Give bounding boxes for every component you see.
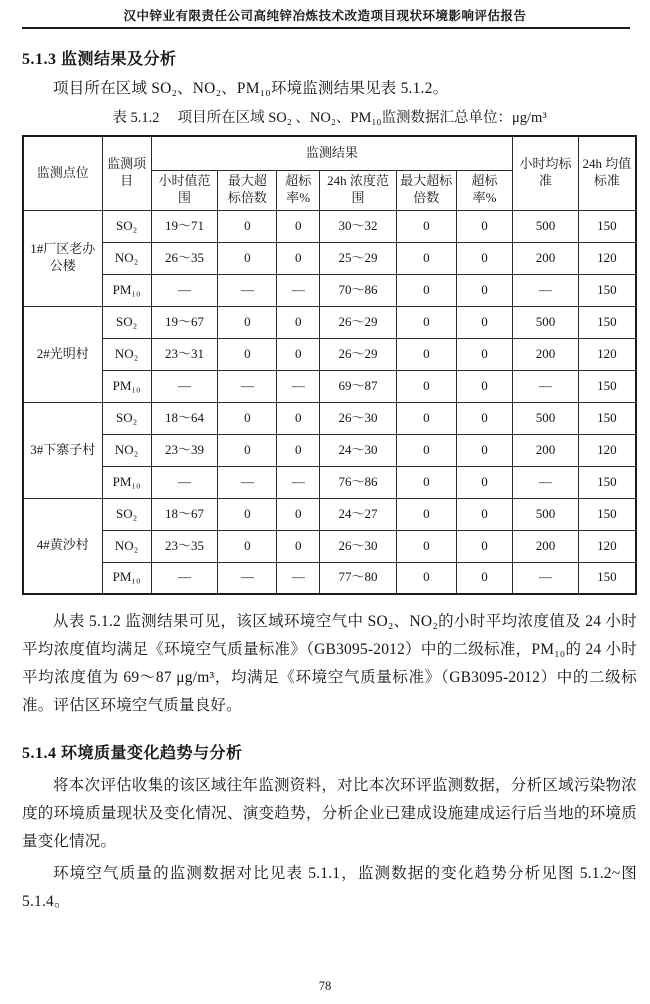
hour-exceed-rate-cell: 0 — [277, 498, 320, 530]
table-row — [23, 338, 636, 370]
day-max-exceed-cell: 0 — [396, 274, 456, 306]
col-header-hour-exceed-rate: 超标率% — [277, 170, 320, 210]
day-max-exceed-cell: 0 — [396, 242, 456, 274]
col-header-item: 监测项目 — [102, 136, 151, 210]
page-number: 78 — [318, 979, 332, 993]
hour-std-cell: — — [513, 370, 579, 402]
day-max-exceed-cell: 0 — [396, 306, 456, 338]
hour-std-cell: — — [513, 274, 579, 306]
day-exceed-rate-cell: 0 — [456, 370, 512, 402]
col-header-hour-std: 小时均标准 — [513, 136, 579, 210]
hour-max-exceed-cell: 0 — [218, 530, 277, 562]
day-std-cell: 150 — [578, 402, 636, 434]
day-exceed-rate-cell: 0 — [456, 466, 512, 498]
hour-max-exceed-cell: 0 — [218, 498, 277, 530]
day-max-exceed-cell: 0 — [396, 210, 456, 242]
hour-std-cell: — — [513, 562, 579, 594]
day-range-cell: 30～32 — [320, 210, 397, 242]
table-row — [23, 530, 636, 562]
hour-max-exceed-cell: 0 — [218, 434, 277, 466]
hour-exceed-rate-cell: 0 — [277, 338, 320, 370]
hour-exceed-rate-cell: 0 — [277, 402, 320, 434]
day-max-exceed-cell: 0 — [396, 402, 456, 434]
site-cell: 2#光明村 — [23, 306, 102, 402]
day-exceed-rate-cell: 0 — [456, 434, 512, 466]
day-range-cell: 70～86 — [320, 274, 397, 306]
hour-range-cell: 19～71 — [151, 210, 218, 242]
hour-range-cell: 19～67 — [151, 306, 218, 338]
day-range-cell: 24～30 — [320, 434, 397, 466]
section-5-1-4-heading: 5.1.4 环境质量变化趋势与分析 — [22, 745, 243, 762]
day-range-cell: 76～86 — [320, 466, 397, 498]
table-row — [23, 498, 636, 530]
day-exceed-rate-cell: 0 — [456, 562, 512, 594]
monitoring-results-table — [22, 135, 637, 595]
col-header-result-group: 监测结果 — [151, 136, 513, 170]
col-header-day-exceed-rate: 超标率% — [456, 170, 512, 210]
table-row — [23, 242, 636, 274]
day-max-exceed-cell: 0 — [396, 530, 456, 562]
col-header-hour-range: 小时值范围 — [151, 170, 218, 210]
table-row — [23, 274, 636, 306]
page-content — [22, 46, 637, 916]
pollutant-cell: PM₁₀ — [102, 274, 151, 306]
hour-max-exceed-cell: — — [218, 370, 277, 402]
pollutant-cell: SO₂ — [102, 402, 151, 434]
hour-range-cell: 23～39 — [151, 434, 218, 466]
day-exceed-rate-cell: 0 — [456, 274, 512, 306]
hour-std-cell: 500 — [513, 402, 579, 434]
day-range-cell: 26～29 — [320, 338, 397, 370]
header-rule — [22, 27, 630, 29]
table-row — [23, 210, 636, 242]
day-exceed-rate-cell: 0 — [456, 338, 512, 370]
table-row — [23, 306, 636, 338]
hour-exceed-rate-cell: 0 — [277, 306, 320, 338]
hour-std-cell: 200 — [513, 242, 579, 274]
hour-std-cell: 200 — [513, 434, 579, 466]
hour-range-cell: — — [151, 274, 218, 306]
pollutant-cell: NO₂ — [102, 338, 151, 370]
site-cell: 3#下寨子村 — [23, 402, 102, 498]
day-std-cell: 120 — [578, 434, 636, 466]
day-exceed-rate-cell: 0 — [456, 498, 512, 530]
intro-paragraph: 项目所在区域 SO₂、NO₂、PM₁₀环境监测结果见表 5.1.2。 — [53, 80, 449, 97]
day-std-cell: 150 — [578, 466, 636, 498]
hour-max-exceed-cell: 0 — [218, 338, 277, 370]
col-header-day-max-exceed: 最大超标倍数 — [396, 170, 456, 210]
table-row — [23, 466, 636, 498]
day-exceed-rate-cell: 0 — [456, 402, 512, 434]
day-std-cell: 150 — [578, 370, 636, 402]
hour-range-cell: — — [151, 562, 218, 594]
section-5-1-3-heading: 5.1.3 监测结果及分析 — [22, 51, 177, 68]
table-caption: 表 5.1.2 项目所在区域 SO₂ 、NO₂、PM₁₀监测数据汇总单位：μg/m³ — [112, 110, 547, 126]
pollutant-cell: NO₂ — [102, 242, 151, 274]
day-exceed-rate-cell: 0 — [456, 306, 512, 338]
hour-exceed-rate-cell: — — [277, 466, 320, 498]
hour-range-cell: 26～35 — [151, 242, 218, 274]
conclusion-paragraph: 从表 5.1.2 监测结果可见，该区域环境空气中 SO₂、NO₂的小时平均浓度值及 24 小时平均浓度值均满足《环境空气质量标准》（GB3095-2012）中的二级标准，PM₁₀的 24 小时平均浓度值为 69～87 μg/m³，均满足《环境空气质量标准》（GB3095-2012）中的二级标准。评估区环境空气质量良好。 — [22, 613, 637, 714]
hour-max-exceed-cell: 0 — [218, 306, 277, 338]
hour-range-cell: 18～67 — [151, 498, 218, 530]
hour-std-cell: 200 — [513, 338, 579, 370]
day-std-cell: 150 — [578, 306, 636, 338]
day-std-cell: 150 — [578, 274, 636, 306]
hour-std-cell: 500 — [513, 306, 579, 338]
site-cell: 4#黄沙村 — [23, 498, 102, 594]
pollutant-cell: NO₂ — [102, 434, 151, 466]
hour-max-exceed-cell: — — [218, 562, 277, 594]
table-row — [23, 370, 636, 402]
hour-std-cell: 200 — [513, 530, 579, 562]
hour-std-cell: 500 — [513, 210, 579, 242]
pollutant-cell: SO₂ — [102, 498, 151, 530]
hour-exceed-rate-cell: — — [277, 562, 320, 594]
day-range-cell: 77～80 — [320, 562, 397, 594]
hour-max-exceed-cell: 0 — [218, 402, 277, 434]
hour-range-cell: 18～64 — [151, 402, 218, 434]
hour-range-cell: — — [151, 466, 218, 498]
hour-exceed-rate-cell: 0 — [277, 434, 320, 466]
day-exceed-rate-cell: 0 — [456, 210, 512, 242]
trend-paragraph-2: 环境空气质量的监测数据对比见表 5.1.1，监测数据的变化趋势分析见图 5.1.2~图 5.1.4。 — [22, 865, 637, 910]
day-max-exceed-cell: 0 — [396, 434, 456, 466]
hour-max-exceed-cell: — — [218, 274, 277, 306]
col-header-site: 监测点位 — [23, 136, 102, 210]
col-header-hour-max-exceed: 最大超标倍数 — [218, 170, 277, 210]
day-exceed-rate-cell: 0 — [456, 242, 512, 274]
col-header-day-std: 24h 均值标准 — [578, 136, 636, 210]
running-header: 汉中锌业有限责任公司高纯锌冶炼技术改造项目现状环境影响评估报告 — [123, 9, 527, 23]
hour-exceed-rate-cell: 0 — [277, 530, 320, 562]
hour-max-exceed-cell: 0 — [218, 242, 277, 274]
col-header-day-range: 24h 浓度范围 — [320, 170, 397, 210]
day-range-cell: 25～29 — [320, 242, 397, 274]
day-exceed-rate-cell: 0 — [456, 530, 512, 562]
hour-exceed-rate-cell: — — [277, 370, 320, 402]
day-std-cell: 120 — [578, 338, 636, 370]
pollutant-cell: PM₁₀ — [102, 562, 151, 594]
hour-exceed-rate-cell: — — [277, 274, 320, 306]
hour-range-cell: — — [151, 370, 218, 402]
day-std-cell: 150 — [578, 562, 636, 594]
day-std-cell: 120 — [578, 242, 636, 274]
trend-paragraph-1: 将本次评估收集的该区域往年监测资料，对比本次环评监测数据，分析区域污染物浓度的环境质量现状及变化情况、演变趋势，分析企业已建成设施建成运行后当地的环境质量变化情况。 — [22, 777, 637, 850]
table-row — [23, 562, 636, 594]
day-range-cell: 26～30 — [320, 402, 397, 434]
day-max-exceed-cell: 0 — [396, 466, 456, 498]
site-cell: 1#厂区老办公楼 — [23, 210, 102, 306]
table-row — [23, 402, 636, 434]
day-std-cell: 150 — [578, 210, 636, 242]
hour-std-cell: 500 — [513, 498, 579, 530]
day-range-cell: 26～30 — [320, 530, 397, 562]
day-range-cell: 24～27 — [320, 498, 397, 530]
day-max-exceed-cell: 0 — [396, 562, 456, 594]
hour-std-cell: — — [513, 466, 579, 498]
hour-max-exceed-cell: 0 — [218, 210, 277, 242]
day-range-cell: 69～87 — [320, 370, 397, 402]
day-std-cell: 150 — [578, 498, 636, 530]
hour-exceed-rate-cell: 0 — [277, 210, 320, 242]
hour-exceed-rate-cell: 0 — [277, 242, 320, 274]
pollutant-cell: SO₂ — [102, 306, 151, 338]
hour-range-cell: 23～35 — [151, 530, 218, 562]
pollutant-cell: NO₂ — [102, 530, 151, 562]
hour-max-exceed-cell: — — [218, 466, 277, 498]
day-max-exceed-cell: 0 — [396, 338, 456, 370]
pollutant-cell: PM₁₀ — [102, 466, 151, 498]
day-max-exceed-cell: 0 — [396, 370, 456, 402]
pollutant-cell: SO₂ — [102, 210, 151, 242]
pollutant-cell: PM₁₀ — [102, 370, 151, 402]
hour-range-cell: 23～31 — [151, 338, 218, 370]
table-header-row-1 — [23, 136, 636, 170]
day-range-cell: 26～29 — [320, 306, 397, 338]
day-std-cell: 120 — [578, 530, 636, 562]
day-max-exceed-cell: 0 — [396, 498, 456, 530]
table-row — [23, 434, 636, 466]
